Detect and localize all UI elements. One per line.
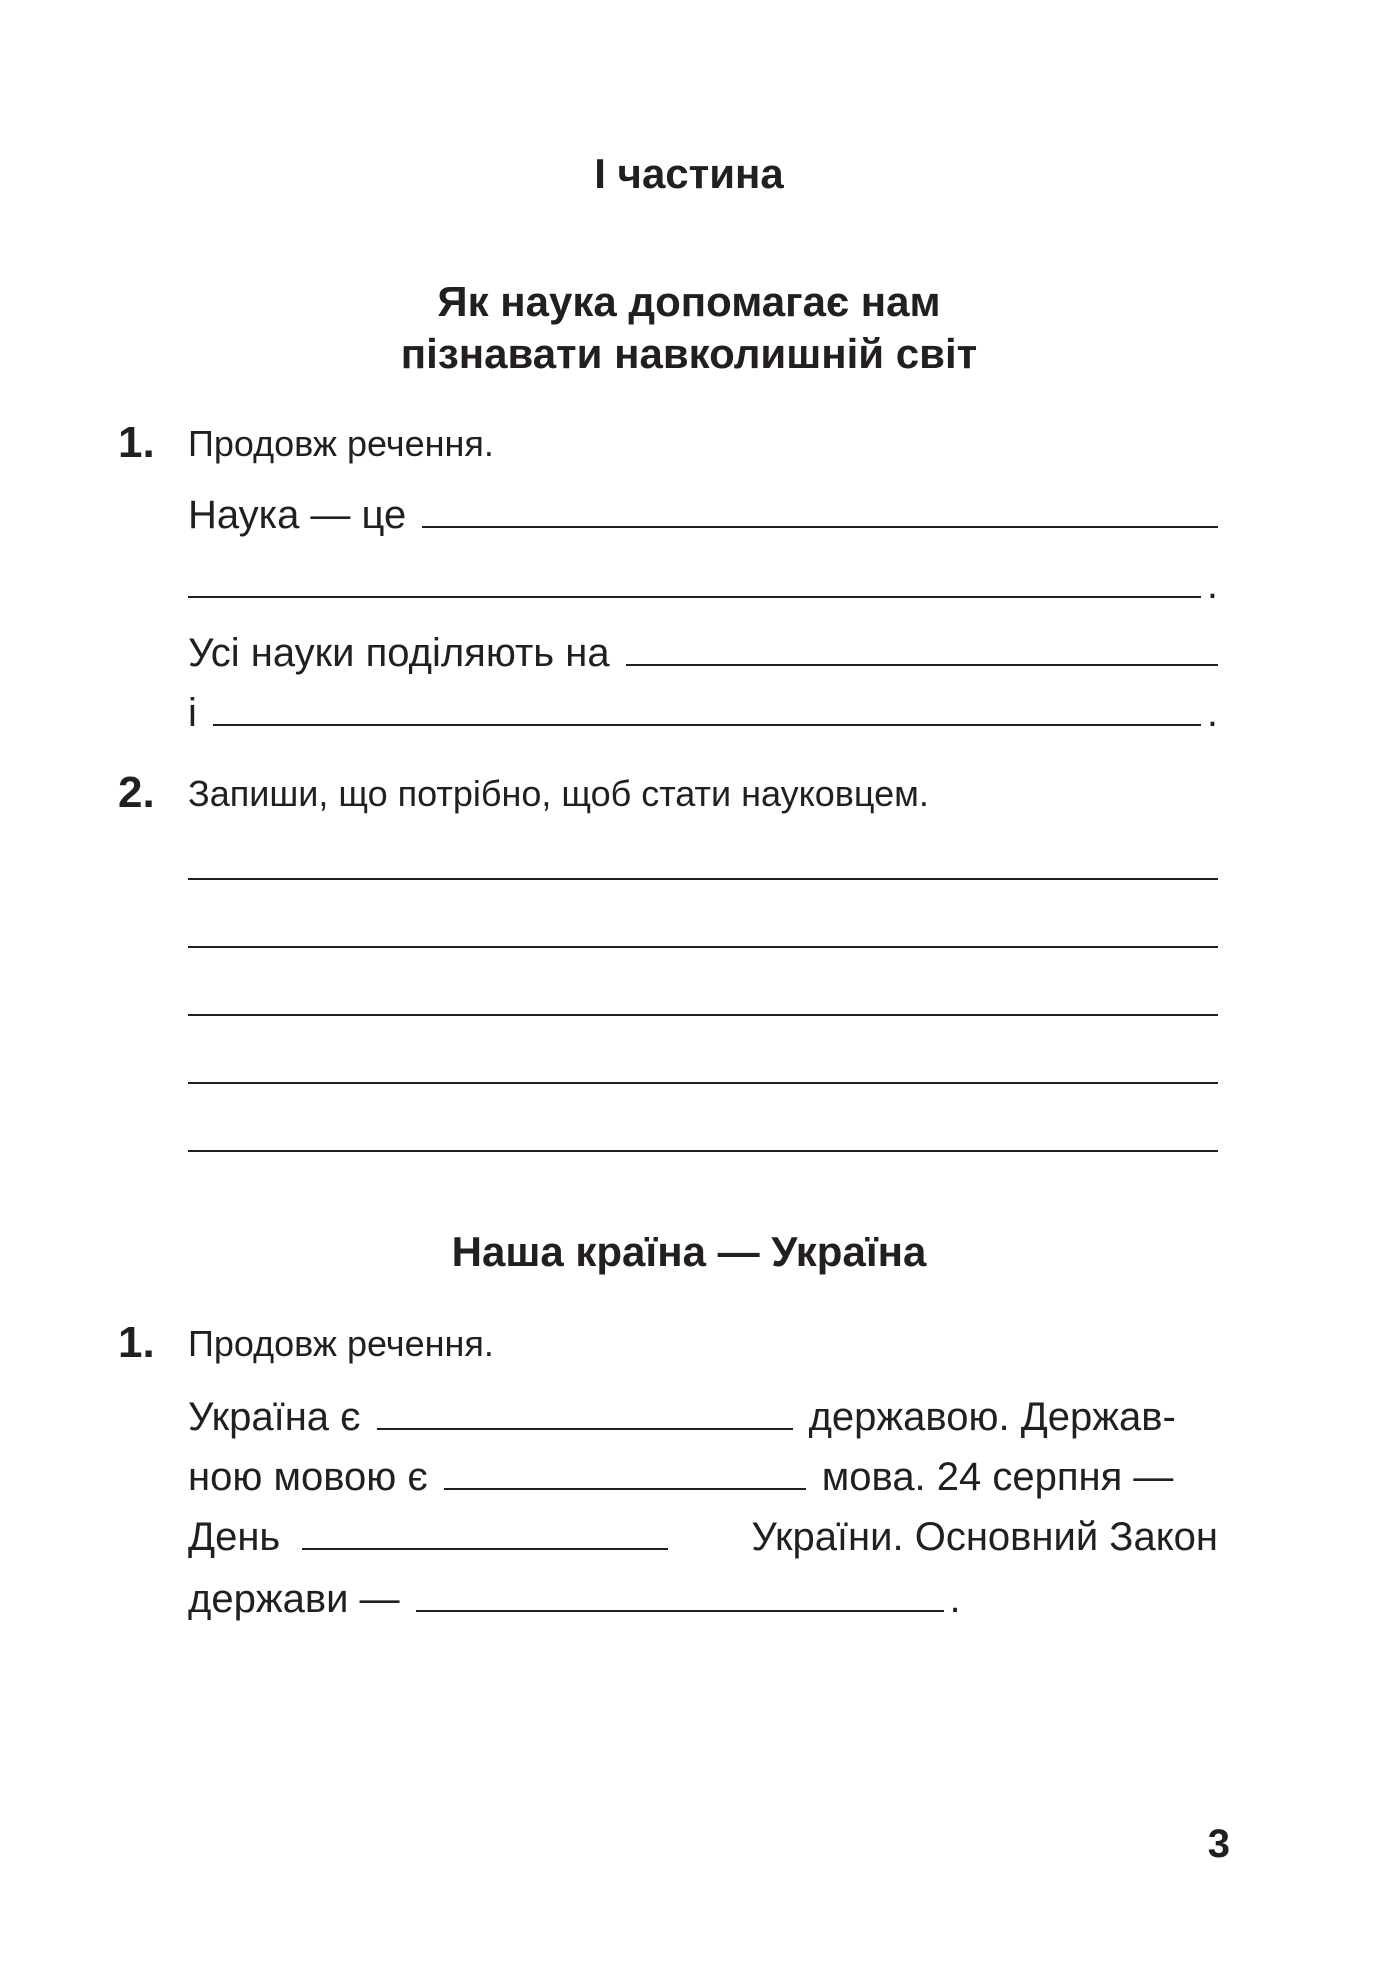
task-number: 1. [118, 418, 155, 467]
sentence-start: Усі науки поділяють на [188, 631, 610, 675]
sentence-end: . [1206, 563, 1218, 607]
answer-blank[interactable] [416, 1610, 944, 1612]
writing-line[interactable] [188, 878, 1218, 880]
sentence-start: День [188, 1515, 281, 1559]
sentence-row-constitution [188, 1574, 1218, 1624]
sentence-row-science [188, 490, 1218, 540]
answer-blank[interactable] [422, 526, 1218, 528]
sentence-start: Україна є [188, 1395, 361, 1439]
sentence-start: держави — [188, 1577, 400, 1621]
writing-line[interactable] [188, 1150, 1218, 1152]
section-title-science [0, 276, 1378, 380]
sentence-end: . [1206, 691, 1218, 735]
sentence-start: Наука — це [188, 493, 407, 537]
task-prompt: Продовж речення. [188, 1323, 494, 1364]
sentence-row-language [188, 1452, 1218, 1502]
writing-line[interactable] [188, 1014, 1218, 1016]
sentence-end: . [949, 1577, 961, 1621]
answer-blank[interactable] [444, 1488, 806, 1490]
sentence-continuation: України. Основний Закон [751, 1515, 1218, 1559]
answer-blank[interactable] [377, 1428, 793, 1430]
answer-blank[interactable] [626, 664, 1218, 666]
task-prompt: Продовж речення. [188, 423, 494, 464]
section-title-ukraine: Наша країна — Україна [451, 1228, 927, 1275]
answer-blank[interactable] [213, 724, 1201, 726]
conjunction: і [188, 691, 197, 735]
section-title-line-2: пізнавати навколишній світ [400, 330, 978, 377]
page-number: 3 [1207, 1822, 1230, 1866]
sentence-continuation: державою. Держав- [808, 1395, 1176, 1439]
section-title-line-1: Як наука допомагає нам [437, 278, 941, 325]
sentence-row-day [188, 1512, 1218, 1562]
writing-line[interactable] [188, 1082, 1218, 1084]
task-number: 2. [118, 768, 155, 817]
sentence-row-and [188, 688, 1218, 738]
answer-blank[interactable] [188, 596, 1201, 598]
task-prompt: Запиши, що потрібно, щоб стати науковцем. [188, 773, 929, 814]
part-title: І частина [594, 150, 784, 197]
sentence-row-divisions [188, 628, 1218, 678]
writing-line[interactable] [188, 946, 1218, 948]
sentence-row-continuation [188, 560, 1218, 610]
sentence-continuation: мова. 24 серпня — [821, 1455, 1174, 1499]
task-number: 1. [118, 1318, 155, 1367]
sentence-row-state [188, 1392, 1218, 1442]
answer-blank[interactable] [302, 1548, 668, 1550]
sentence-start: ною мовою є [188, 1455, 428, 1499]
